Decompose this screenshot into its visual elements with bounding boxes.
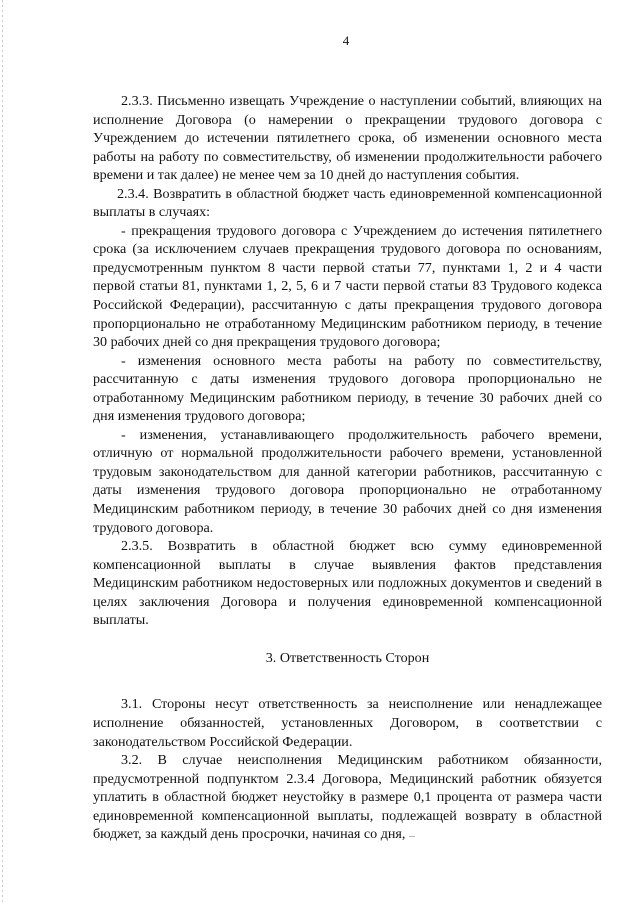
clause-3-2: 3.2. В случае неисполнения Медицинским работником обязанности, предусмотренной подпунктом 2.3.4 Договора, Медицинский работник обязуется уплатить в областной бюджет неустойку в размере 0,1 процента от размера части единовременной компенсационной выплаты, подлежащей возврату в областной бюджет, за каждый день просрочки, начиная со дня, [93,752,602,843]
scan-left-edge [2,0,3,905]
clause-2-3-3: 2.3.3. Письменно извещать Учреждение о наступлении событий, влияющих на исполнение Договора (о намерении о прекращении трудового договора с Учреждением до истечении пятилетнего срока, об изменении основного места работы на работу по совместительству, об изменении продолжительности рабочего времени и так далее) не менее чем за 10 дней до наступления события. [93,93,602,184]
scan-mark [409,833,415,837]
page-number: 4 [342,33,350,48]
clause-2-3-4-case-termination: - прекращения трудового договора с Учреждением до истечения пятилетнего срока (за исключением случаев прекращения трудового договора по основаниям, предусмотренным пунктом 8 части первой статьи 77, пунктами 1, 2 и 4 части первой статьи 81, пунктами 1, 2, 5, 6 и 7 части первой статьи 83 Трудового кодекса Российской Федерации), рассчитанную с даты прекращения трудового договора пропорционально не отработанному Медицинским работником периоду, в течение 30 рабочих дней со дня прекращения трудового договора; [93,222,602,351]
clause-2-3-4-case-part-time: - изменения основного места работы на работу по совместительству, рассчитанную с даты изменения трудового договора пропорционально не отработанному Медицинским работником периоду, в течение 30 рабочих дней со дня изменения трудового договора; [93,352,602,425]
clause-2-3-4: 2.3.4. Возвратить в областной бюджет часть единовременной компенсационной выплаты в случаях: [93,185,602,221]
clause-3-1: 3.1. Стороны несут ответственность за неисполнение или ненадлежащее исполнение обязанностей, установленных Договором, в соответствии с законодательством Российской Федерации. [93,696,602,750]
clause-2-3-5: 2.3.5. Возвратить в областной бюджет всю сумму единовременной компенсационной выплаты в случае выявления фактов представления Медицинским работником недостоверных или подложных документов и сведений в целях заключения Договора и получения единовременной компенсационной выплаты. [93,538,602,629]
section-heading: 3. Ответственность Сторон [265,649,430,666]
clause-2-3-4-case-working-hours: - изменения, устанавливающего продолжительность рабочего времени, отличную от нормальной продолжительности рабочего времени, установленной трудовым законодательством для данной категории работников, рассчитанную с даты изменения трудового договора пропорционально не отработанному Медицинским работником периоду, в течение 30 рабочих дней со дня изменения трудового договора. [93,426,602,536]
document-body [93,92,602,844]
